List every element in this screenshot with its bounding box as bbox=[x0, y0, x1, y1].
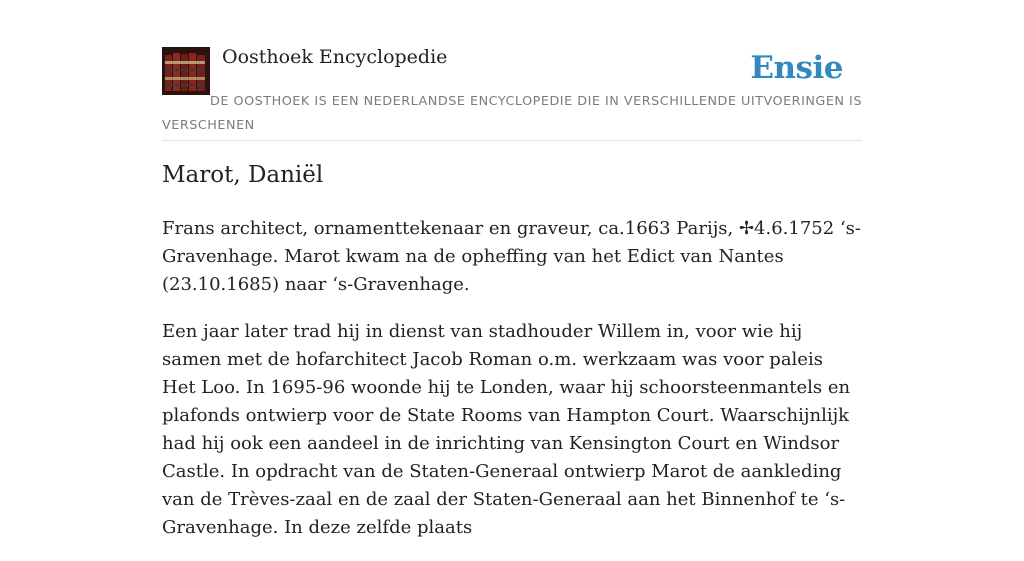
books-icon[interactable] bbox=[162, 47, 210, 95]
article-paragraph-1: Frans architect, ornamenttekenaar en graveur, ca.1663 Parijs, ✢4.6.1752 ‘s-Gravenhage. Marot kwam na de opheffing van het Edict van Nantes (23.10.1685) naar ‘s-Gravenhage. bbox=[162, 218, 861, 295]
site-header bbox=[162, 46, 862, 141]
site-title-link[interactable]: Oosthoek Encyclopedie bbox=[222, 46, 448, 68]
article-body bbox=[162, 215, 862, 561]
article-paragraph-2: Een jaar later trad hij in dienst van stadhouder Willem in, voor wie hij samen met de hofarchitect Jacob Roman o.m. werkzaam was voor paleis Het Loo. In 1695-96 woonde hij te Londen, waar hij schoorsteenmantels en plafonds ontwierp voor de State Rooms van Hampton Court. Waarschijnlijk had hij ook een aandeel in de inrichting van Kensington Court en Windsor Castle. In opdracht van de Staten-Generaal ontwierp Marot de aankleding van de Trèves-zaal en de zaal der Staten-Generaal aan het Binnenhof te ‘s-Gravenhage. In deze zelfde plaats bbox=[162, 321, 851, 538]
site-tagline: DE OOSTHOEK IS EEN NEDERLANDSE ENCYCLOPEDIE DIE IN VERSCHILLENDE UITVOERINGEN IS VERSCHENEN bbox=[162, 94, 862, 133]
article-title: Marot, Daniël bbox=[162, 162, 324, 188]
ensie-logo-link[interactable]: Ensie bbox=[750, 50, 843, 86]
